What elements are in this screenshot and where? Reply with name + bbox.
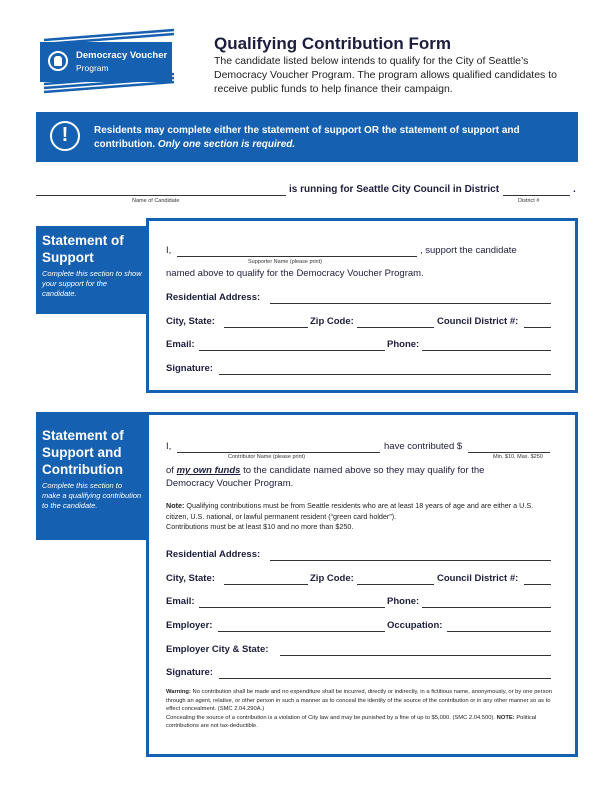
support-section-tab — [36, 226, 148, 314]
city-seal-icon — [48, 51, 68, 71]
contributor-name-field[interactable] — [177, 440, 380, 453]
candidate-name-field[interactable] — [36, 184, 286, 196]
district-number-field[interactable] — [503, 184, 570, 196]
contribution-email-label: Email: — [166, 596, 195, 607]
support-address-field[interactable] — [270, 291, 551, 304]
supporter-caption: Supporter Name (please print) — [248, 259, 322, 265]
contribution-email-field[interactable] — [199, 595, 385, 608]
contributor-caption: Contributor Name (please print) — [228, 454, 306, 460]
support-city-label: City, State: — [166, 316, 215, 327]
support-i-label: I, — [166, 245, 172, 256]
support-signature-label: Signature: — [166, 363, 213, 374]
district-caption: District # — [518, 198, 540, 204]
supporter-name-field[interactable] — [177, 244, 417, 257]
support-zip-label: Zip Code: — [310, 316, 354, 327]
logo-line-1: Democracy Voucher — [76, 50, 168, 61]
contribution-line-3: Democracy Voucher Program. — [166, 478, 294, 489]
contribution-city-label: City, State: — [166, 573, 215, 584]
support-district-label: Council District #: — [437, 316, 519, 327]
contribution-tab-title: Statement of Support and Contribution — [42, 428, 124, 477]
support-zip-field[interactable] — [357, 315, 434, 328]
intro-text: The candidate listed below intends to qualify for the City of Seattle’s Democracy Voucher Program. The program allows qualified candidates to receive public funds to help finance their campaign. — [214, 55, 557, 95]
program-logo — [40, 42, 172, 82]
support-tab-desc: Complete this section to show your support for the candidate. — [42, 269, 142, 298]
page-title: Qualifying Contribution Form — [214, 34, 452, 53]
support-city-field[interactable] — [224, 315, 308, 328]
support-district-field[interactable] — [524, 315, 551, 328]
own-funds-emphasis: my own funds — [176, 465, 241, 476]
support-email-label: Email: — [166, 339, 195, 350]
support-phone-field[interactable] — [422, 338, 551, 351]
occupation-label: Occupation: — [387, 620, 443, 631]
banner-text: Residents may complete either the statement of support OR the statement of support and contribution. Only one section is required. — [94, 125, 520, 150]
candidate-caption: Name of Candidate — [132, 198, 180, 204]
contribution-signature-field[interactable] — [219, 666, 551, 679]
contribution-zip-label: Zip Code: — [310, 573, 354, 584]
support-address-label: Residential Address: — [166, 292, 261, 303]
employer-city-field[interactable] — [280, 643, 551, 656]
contribution-tab-desc: Complete this section to make a qualifying contribution to the candidate. — [42, 481, 142, 510]
contribution-phone-field[interactable] — [422, 595, 551, 608]
contribution-section-tab — [36, 412, 148, 540]
contribution-note: Note: Qualifying contributions must be from Seattle residents who are at least 18 years of age and are either a U.S. citizen, U.S. national, or lawful permanent resident (“green card holder”). Contributions must be at least $10 and no more than $250. — [166, 501, 534, 531]
employer-city-label: Employer City & State: — [166, 644, 269, 655]
support-tab-title: Statement of Support — [42, 233, 124, 265]
contribution-address-label: Residential Address: — [166, 549, 261, 560]
amount-caption: Min. $10, Max. $250 — [493, 454, 543, 460]
district-line-text: is running for Seattle City Council in District — [289, 184, 500, 195]
support-line-2: named above to qualify for the Democracy Voucher Program. — [166, 268, 424, 279]
legal-warning: Warning: No contribution shall be made and no expenditure shall be incurred, directly or indirectly, in a fictitious name, anonymously, or by one person through an agent, relative, or other person in such a manner as to conceal the identity of the source of the contribution or in any other manner so as to effect concealment. (SMC 2.04.290A.) Concealing the source of a contribution is a violation of City law and may be punished by a fine of up to $5,000. (SMC 2.04.500). NOTE: Political contributions are not tax-deductible. — [166, 689, 552, 729]
contribution-district-field[interactable] — [524, 572, 551, 585]
info-banner — [36, 112, 578, 162]
support-after-name: , support the candidate — [420, 245, 517, 256]
support-email-field[interactable] — [199, 338, 385, 351]
support-signature-field[interactable] — [219, 362, 551, 375]
contribution-zip-field[interactable] — [357, 572, 434, 585]
employer-label: Employer: — [166, 620, 213, 631]
contribution-signature-label: Signature: — [166, 667, 213, 678]
contributed-text: have contributed $ — [384, 441, 463, 452]
support-phone-label: Phone: — [387, 339, 420, 350]
contribution-address-field[interactable] — [270, 548, 551, 561]
contribution-i-label: I, — [166, 441, 172, 452]
contribution-district-label: Council District #: — [437, 573, 519, 584]
amount-field[interactable] — [468, 440, 550, 453]
own-funds-line: of my own funds to the candidate named above so they may qualify for the — [166, 465, 485, 476]
exclamation-icon: ! — [50, 121, 80, 151]
district-period: . — [573, 184, 576, 195]
logo-line-2: Program — [76, 63, 109, 73]
contribution-city-field[interactable] — [224, 572, 308, 585]
contribution-phone-label: Phone: — [387, 596, 420, 607]
employer-field[interactable] — [218, 619, 385, 632]
occupation-field[interactable] — [447, 619, 551, 632]
